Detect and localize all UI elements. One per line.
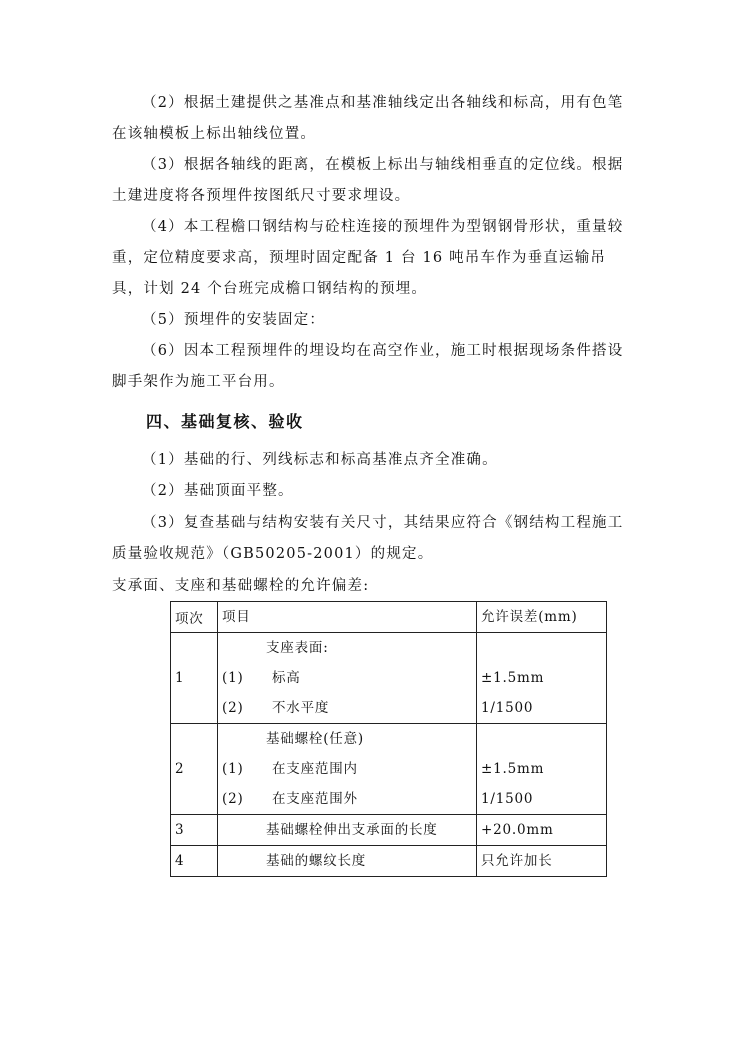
row-item: 基础的螺纹长度 — [266, 853, 367, 869]
section-heading: 四、基础复核、验收 — [146, 412, 304, 431]
sub-value: 1/1500 — [481, 791, 534, 807]
paragraph-5: （5）预埋件的安装固定： — [142, 312, 326, 328]
header-no: 项次 — [171, 602, 218, 633]
sub-no: (1) — [222, 761, 244, 777]
section-paragraph-1: （1）基础的行、列线标志和标高基准点齐全准确。 — [142, 452, 498, 468]
row-no: 4 — [171, 846, 218, 877]
table-row — [171, 633, 607, 724]
row-title: 支座表面: — [266, 640, 329, 656]
section-paragraph-3: （3）复查基础与结构安装有关尺寸，其结果应符合《钢结构工程施工质量验收规范》（GB50205-2001）的规定。 — [112, 515, 624, 562]
sub-value: ±1.5mm — [481, 670, 545, 686]
table-row — [171, 815, 607, 846]
sub-no: (1) — [222, 670, 244, 686]
table-caption: 支承面、支座和基础螺栓的允许偏差: — [112, 578, 370, 594]
row-no: 1 — [171, 633, 218, 724]
header-item: 项目 — [218, 602, 477, 633]
paragraph-6: （6）因本工程预埋件的埋设均在高空作业，施工时根据现场条件搭设脚手架作为施工平台用。 — [112, 343, 624, 390]
row-title: 基础螺栓(任意) — [266, 731, 364, 747]
row-item: 基础螺栓伸出支承面的长度 — [266, 822, 438, 838]
table-header-row — [171, 602, 607, 633]
row-no: 2 — [171, 724, 218, 815]
paragraph-2: （2）根据土建提供之基准点和基准轴线定出各轴线和标高，用有色笔在该轴模板上标出轴线位置。 — [112, 95, 624, 142]
row-value: +20.0mm — [481, 822, 554, 838]
sub-no: (2) — [222, 700, 244, 716]
table-row — [171, 846, 607, 877]
sub-no: (2) — [222, 791, 244, 807]
tolerance-table — [170, 601, 607, 877]
sub-label: 不水平度 — [272, 700, 330, 716]
table-row — [171, 724, 607, 815]
row-no: 3 — [171, 815, 218, 846]
sub-label: 在支座范围内 — [272, 761, 358, 777]
sub-label: 在支座范围外 — [272, 791, 358, 807]
header-value: 允许误差(mm) — [477, 602, 607, 633]
section-paragraph-2: （2）基础顶面平整。 — [142, 483, 294, 499]
row-value: 只允许加长 — [481, 853, 553, 869]
sub-value: 1/1500 — [481, 700, 534, 716]
sub-value: ±1.5mm — [481, 761, 545, 777]
paragraph-4: （4）本工程檐口钢结构与砼柱连接的预埋件为型钢钢骨形状，重量较重，定位精度要求高，预埋时固定配备 1 台 16 吨吊车作为垂直运输吊具，计划 24 个台班完成檐口钢结构的预埋。 — [112, 219, 624, 297]
paragraph-3: （3）根据各轴线的距离，在模板上标出与轴线相垂直的定位线。根据土建进度将各预埋件按图纸尺寸要求埋设。 — [112, 157, 624, 204]
sub-label: 标高 — [272, 670, 301, 686]
